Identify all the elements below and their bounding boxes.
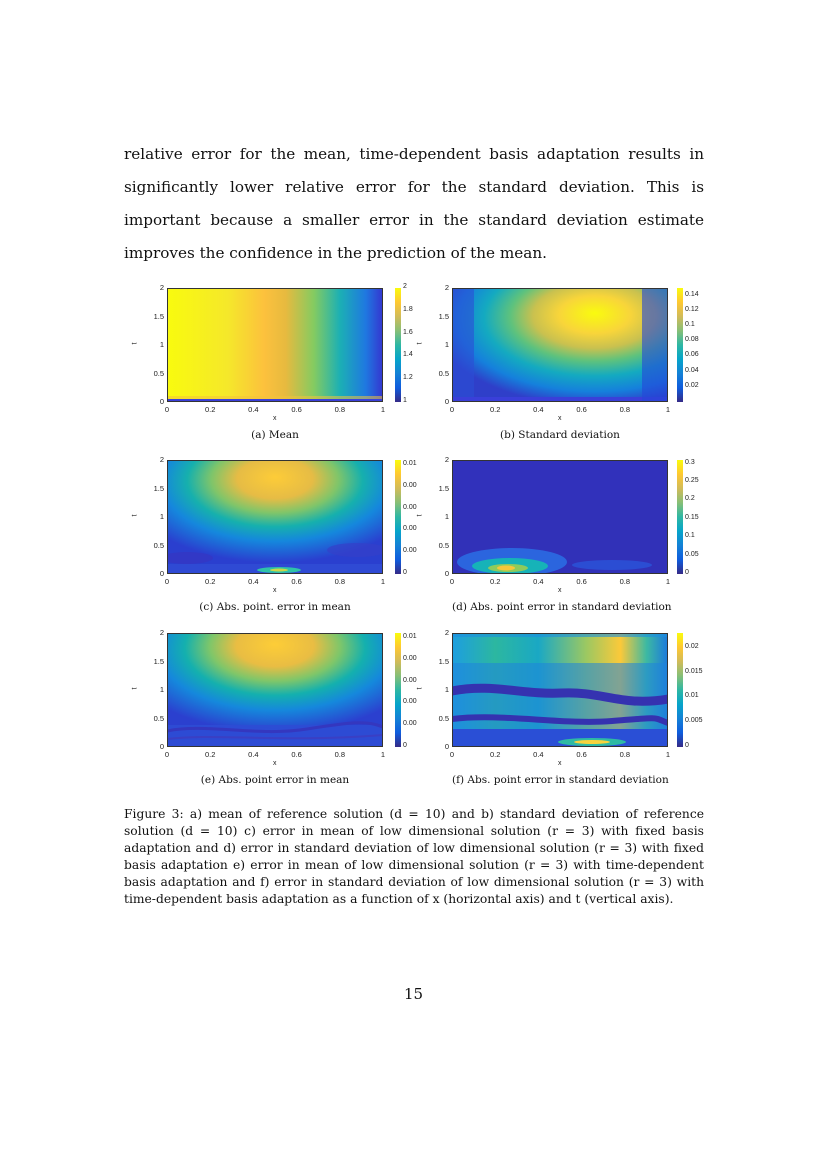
- colorbar-tick-label: 0: [403, 569, 407, 576]
- y-axis-label: t: [131, 342, 139, 345]
- y-tick-label: 0.5: [438, 368, 449, 378]
- y-tick-label: 0.5: [153, 368, 164, 378]
- colorbar-tick-label: 0.00: [403, 525, 417, 533]
- heatmap-plot-area: [167, 633, 383, 747]
- x-axis-label: x: [558, 587, 562, 594]
- colorbar-tick-label: 0.02: [685, 642, 699, 650]
- y-tick-label: 1: [159, 340, 164, 349]
- heatmap-plot-area: [167, 288, 383, 402]
- panel-e-mean-error-time-dependent: [122, 625, 417, 795]
- panel-f-std-error-time-dependent: [407, 625, 703, 795]
- x-tick-label: 1: [665, 750, 671, 759]
- x-tick-label: 0: [164, 750, 170, 759]
- paragraph-text: relative error for the mean, time-dependent basis adaptation results in significantly lower relative error for the standard deviation. This is important because a smaller error in the standard deviation estimate improves the confidence in the prediction of the mean.: [124, 145, 704, 262]
- y-tick-label: 0.5: [438, 713, 449, 723]
- x-tick-label: 0.8: [334, 405, 346, 414]
- x-tick-label: 0: [449, 750, 455, 759]
- axes-frame: [452, 288, 668, 402]
- x-tick-label: 0.2: [204, 405, 216, 414]
- x-axis-label: x: [273, 760, 277, 767]
- x-tick-label: 0.6: [576, 577, 587, 586]
- y-tick-label: 1: [444, 512, 449, 521]
- x-tick-label: 0.8: [619, 750, 631, 759]
- x-tick-label: 0.6: [291, 750, 302, 759]
- panel-c-mean-error-fixed: [122, 452, 417, 622]
- colorbar-tick-label: 0.05: [685, 550, 699, 558]
- y-tick-label: 1.5: [153, 656, 164, 666]
- panel-d-std-error-fixed: [407, 452, 699, 622]
- x-tick-label: 0: [449, 405, 455, 414]
- y-axis-label: t: [131, 687, 139, 690]
- x-tick-label: 0.8: [619, 405, 631, 414]
- colorbar-tick-label: 1.2: [403, 374, 413, 382]
- colorbar-tick-label: 0.25: [685, 477, 699, 485]
- x-tick-label: 0.2: [489, 577, 501, 586]
- colorbar-tick-label: 0.00: [403, 676, 417, 684]
- y-tick-label: 1: [159, 512, 164, 521]
- subfigure-caption: (c) Abs. point. error in mean: [199, 601, 351, 613]
- axes-frame: [452, 460, 668, 574]
- x-axis-label: x: [558, 415, 562, 422]
- y-tick-label: 2: [159, 455, 164, 464]
- y-tick-label: 1.5: [438, 483, 449, 493]
- subfigure-caption: (d) Abs. point error in standard deviation: [452, 601, 672, 613]
- subfigure-caption: (b) Standard deviation: [500, 429, 620, 441]
- colorbar-tick-label: 0.005: [685, 717, 703, 725]
- y-tick-label: 1: [444, 340, 449, 349]
- x-tick-label: 0.4: [248, 405, 259, 414]
- colorbar: [395, 633, 401, 747]
- x-tick-label: 0.2: [489, 750, 501, 759]
- colorbar-tick-label: 0.00: [403, 503, 417, 511]
- y-tick-label: 2: [159, 628, 164, 637]
- colorbar-tick-label: 0.00: [403, 481, 417, 489]
- colorbar-tick-label: 2: [403, 283, 407, 290]
- colorbar-tick-label: 0.12: [685, 305, 699, 313]
- x-tick-label: 0: [164, 577, 170, 586]
- y-tick-label: 0: [444, 569, 449, 578]
- y-tick-label: 1.5: [153, 483, 164, 493]
- page-number: 15: [403, 985, 424, 1003]
- y-axis-label: t: [416, 342, 424, 345]
- x-tick-label: 0: [449, 577, 455, 586]
- y-tick-label: 0: [159, 397, 164, 406]
- subfigure-caption: (e) Abs. point error in mean: [200, 774, 350, 786]
- y-tick-label: 0.5: [153, 540, 164, 550]
- y-tick-label: 0: [159, 569, 164, 578]
- axes-frame: [167, 288, 383, 402]
- colorbar-tick-label: 1.4: [403, 351, 413, 359]
- y-axis-label: t: [131, 514, 139, 517]
- colorbar-tick-label: 0.04: [685, 366, 699, 374]
- subfigure-caption: (a) Mean: [251, 429, 299, 441]
- colorbar-tick-label: 0.08: [685, 336, 699, 344]
- x-tick-label: 0.8: [334, 750, 346, 759]
- x-tick-label: 1: [665, 405, 671, 414]
- y-tick-label: 0: [444, 397, 449, 406]
- colorbar-tick-label: 0.01: [403, 633, 417, 641]
- x-tick-label: 0.6: [576, 405, 587, 414]
- x-tick-label: 1: [380, 577, 386, 586]
- y-tick-label: 1: [444, 685, 449, 694]
- colorbar-tick-label: 0: [403, 742, 407, 749]
- x-tick-label: 0.4: [533, 405, 544, 414]
- colorbar-tick-label: 1.8: [403, 305, 413, 313]
- x-tick-label: 0.8: [619, 577, 631, 586]
- x-tick-label: 0.2: [489, 405, 501, 414]
- x-tick-label: 0.4: [533, 577, 544, 586]
- colorbar-tick-label: 0.00: [403, 720, 417, 728]
- colorbar-tick-label: 0.1: [685, 532, 695, 540]
- figure-caption-text: Figure 3: a) mean of reference solution (d = 10) and b) standard deviation of reference solution (d = 10) c) error in mean of low dimensional solution (r = 3) with fixed basis adaptation and d) error in standard deviation of low dimensional solution (r = 3) with fixed basis adaptation e) error in mean of low dimensional solution (r = 3) with time-dependent basis adaptation and f) error in standard deviation of low dimensional solution (r = 3) with time-dependent basis adaptation as a function of x (horizontal axis) and t (vertical axis).: [124, 807, 704, 906]
- x-tick-label: 0.4: [533, 750, 544, 759]
- y-tick-label: 2: [444, 283, 449, 292]
- x-tick-label: 0.6: [291, 577, 302, 586]
- x-axis-label: x: [273, 587, 277, 594]
- x-tick-label: 0.6: [576, 750, 587, 759]
- subfigure-caption: (f) Abs. point error in standard deviation: [452, 774, 669, 786]
- x-tick-label: 1: [380, 750, 386, 759]
- colorbar: [677, 288, 683, 402]
- y-tick-label: 2: [444, 628, 449, 637]
- heatmap-plot-area: [452, 288, 668, 402]
- y-tick-label: 0: [444, 742, 449, 751]
- colorbar-tick-label: 0.00: [403, 654, 417, 662]
- colorbar-tick-label: 0.00: [403, 698, 417, 706]
- y-tick-label: 0.5: [438, 540, 449, 550]
- colorbar-tick-label: 1.6: [403, 328, 413, 336]
- y-tick-label: 0: [159, 742, 164, 751]
- y-tick-label: 2: [444, 455, 449, 464]
- colorbar: [395, 460, 401, 574]
- colorbar-tick-label: 0: [685, 742, 689, 749]
- colorbar-tick-label: 0.15: [685, 513, 699, 521]
- colorbar-tick-label: 0.3: [685, 458, 695, 466]
- heatmap-plot-area: [167, 460, 383, 574]
- colorbar-tick-label: 0.015: [685, 667, 703, 675]
- y-tick-label: 2: [159, 283, 164, 292]
- colorbar-tick-label: 0.02: [685, 381, 699, 389]
- colorbar-tick-label: 1: [403, 397, 407, 404]
- colorbar: [395, 288, 401, 402]
- x-axis-label: x: [273, 415, 277, 422]
- x-tick-label: 0.4: [248, 750, 259, 759]
- x-axis-label: x: [558, 760, 562, 767]
- axes-frame: [452, 633, 668, 747]
- panel-a-mean: [122, 280, 413, 450]
- y-tick-label: 1: [159, 685, 164, 694]
- x-tick-label: 1: [665, 577, 671, 586]
- axes-frame: [167, 633, 383, 747]
- y-tick-label: 1.5: [438, 656, 449, 666]
- x-tick-label: 1: [380, 405, 386, 414]
- heatmap-plot-area: [452, 633, 668, 747]
- x-tick-label: 0.2: [204, 750, 216, 759]
- colorbar: [677, 633, 683, 747]
- colorbar-tick-label: 0.01: [403, 460, 417, 468]
- colorbar: [677, 460, 683, 574]
- y-axis-label: t: [416, 514, 424, 517]
- colorbar-tick-label: 0.2: [685, 495, 695, 503]
- y-tick-label: 0.5: [153, 713, 164, 723]
- x-tick-label: 0.6: [291, 405, 302, 414]
- colorbar-tick-label: 0.14: [685, 290, 699, 298]
- x-tick-label: 0.2: [204, 577, 216, 586]
- colorbar-tick-label: 0.1: [685, 321, 695, 328]
- colorbar-tick-label: 0.01: [685, 692, 699, 700]
- colorbar-tick-label: 0.06: [685, 351, 699, 359]
- heatmap-plot-area: [452, 460, 668, 574]
- y-tick-label: 1.5: [438, 311, 449, 321]
- x-tick-label: 0.4: [248, 577, 259, 586]
- panel-b-std: [407, 280, 699, 450]
- figure-caption: [124, 806, 704, 908]
- y-axis-label: t: [416, 687, 424, 690]
- colorbar-tick-label: 0.00: [403, 547, 417, 555]
- y-tick-label: 1.5: [153, 311, 164, 321]
- body-paragraph: [124, 138, 704, 270]
- colorbar-tick-label: 0: [685, 569, 689, 576]
- x-tick-label: 0: [164, 405, 170, 414]
- axes-frame: [167, 460, 383, 574]
- x-tick-label: 0.8: [334, 577, 346, 586]
